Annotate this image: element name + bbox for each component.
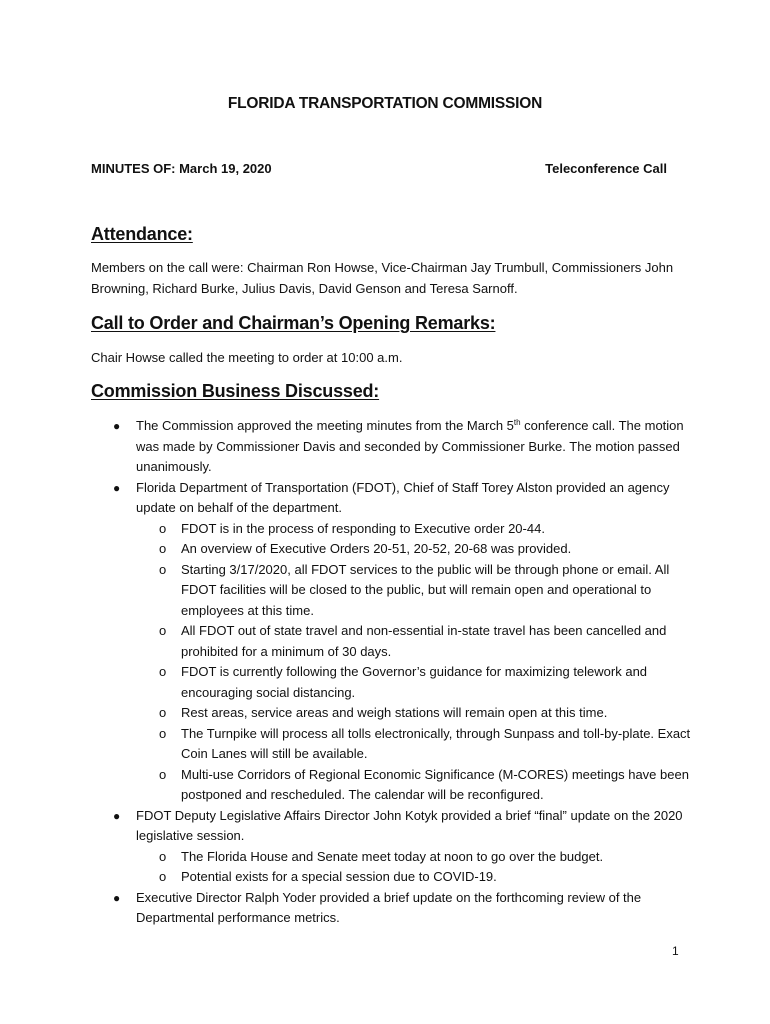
item-text-part: The Commission approved the meeting minutes from the March 5 xyxy=(136,418,514,433)
circle-bullet-icon: o xyxy=(159,623,167,638)
sub-list-item xyxy=(91,703,691,724)
sub-item-text: Starting 3/17/2020, all FDOT services to the public will be through phone or email. All FDOT facilities will be closed to the public, but will remain open and operational to employees at this time. xyxy=(181,561,670,618)
circle-bullet-icon: o xyxy=(159,725,167,741)
item-text: Executive Director Ralph Yoder provided a brief update on the forthcoming review of the Departmental performance metrics. xyxy=(136,889,642,925)
circle-bullet-icon: o xyxy=(159,561,167,577)
call-to-order-heading: Call to Order and Chairman’s Opening Remarks: xyxy=(91,313,496,333)
circle-bullet-icon: o xyxy=(159,541,167,556)
business-list xyxy=(91,416,691,929)
sub-list-item xyxy=(91,539,691,560)
attendance-heading: Attendance: xyxy=(91,224,193,244)
sub-item-text: An overview of Executive Orders 20-51, 20-52, 20-68 was provided. xyxy=(181,541,572,556)
sub-item-text: Multi-use Corridors of Regional Economic Significance (M-CORES) meetings have been postponed and rescheduled. The calendar will be reconfigured. xyxy=(181,766,689,802)
sub-item-text: The Turnpike will process all tolls electronically, through Sunpass and toll-by-plate. Exact Coin Lanes will still be available. xyxy=(181,725,691,761)
minutes-date: MINUTES OF: March 19, 2020 xyxy=(91,161,272,176)
bullet-icon: ● xyxy=(113,480,121,495)
sub-item-text: The Florida House and Senate meet today at noon to go over the budget. xyxy=(181,848,604,864)
sub-list-item xyxy=(91,621,691,662)
document-title: FLORIDA TRANSPORTATION COMMISSION xyxy=(227,95,543,112)
sub-item-text: All FDOT out of state travel and non-essential in-state travel has been cancelled and prohibited for a minimum of 30 days. xyxy=(181,623,667,659)
circle-bullet-icon: o xyxy=(159,705,167,720)
business-heading: Commission Business Discussed: xyxy=(91,381,380,401)
sub-item-text: Rest areas, service areas and weigh stations will remain open at this time. xyxy=(181,705,608,720)
list-item xyxy=(91,888,691,929)
item-text: Florida Department of Transportation (FDOT), Chief of Staff Torey Alston provided an agency update on behalf of the department. xyxy=(136,479,670,515)
sub-list-item xyxy=(91,847,691,868)
circle-bullet-icon: o xyxy=(159,664,167,679)
bullet-icon: ● xyxy=(113,890,121,905)
item-text: FDOT Deputy Legislative Affairs Director John Kotyk provided a brief “final” update on the 2020 legislative session. xyxy=(136,807,683,843)
bullet-icon: ● xyxy=(113,808,121,823)
sub-item-text: FDOT is in the process of responding to Executive order 20-44. xyxy=(181,520,545,536)
sub-list-item xyxy=(91,724,691,765)
circle-bullet-icon: o xyxy=(159,869,167,884)
sub-item-text: Potential exists for a special session due to COVID-19. xyxy=(181,869,497,884)
sub-list-item xyxy=(91,867,691,888)
ordinal-superscript: th xyxy=(513,418,521,427)
sub-list-item xyxy=(91,765,691,806)
sub-list-item xyxy=(91,662,691,703)
sub-list-item xyxy=(91,560,691,622)
circle-bullet-icon: o xyxy=(159,848,167,864)
call-to-order-text: Chair Howse called the meeting to order at 10:00 a.m. xyxy=(91,350,403,365)
bullet-icon: ● xyxy=(113,419,121,433)
page-number: 1 xyxy=(672,944,679,958)
circle-bullet-icon: o xyxy=(159,520,167,536)
circle-bullet-icon: o xyxy=(159,766,167,782)
sub-list-item xyxy=(91,519,691,540)
sub-item-text: FDOT is currently following the Governor’s guidance for maximizing telework and encouraging social distancing. xyxy=(181,664,648,700)
list-item xyxy=(91,478,691,519)
item-text xyxy=(136,418,684,474)
meeting-type: Teleconference Call xyxy=(545,161,667,176)
list-item xyxy=(91,416,691,478)
list-item xyxy=(91,806,691,847)
attendance-text: Members on the call were: Chairman Ron Howse, Vice-Chairman Jay Trumbull, Commissioners John Browning, Richard Burke, Julius Davis, David Genson and Teresa Sarnoff. xyxy=(91,260,674,296)
item-text-part: conference call. The motion was made by Commissioner Davis and seconded by Commissioner Burke. The motion passed unanimously. xyxy=(136,418,684,474)
